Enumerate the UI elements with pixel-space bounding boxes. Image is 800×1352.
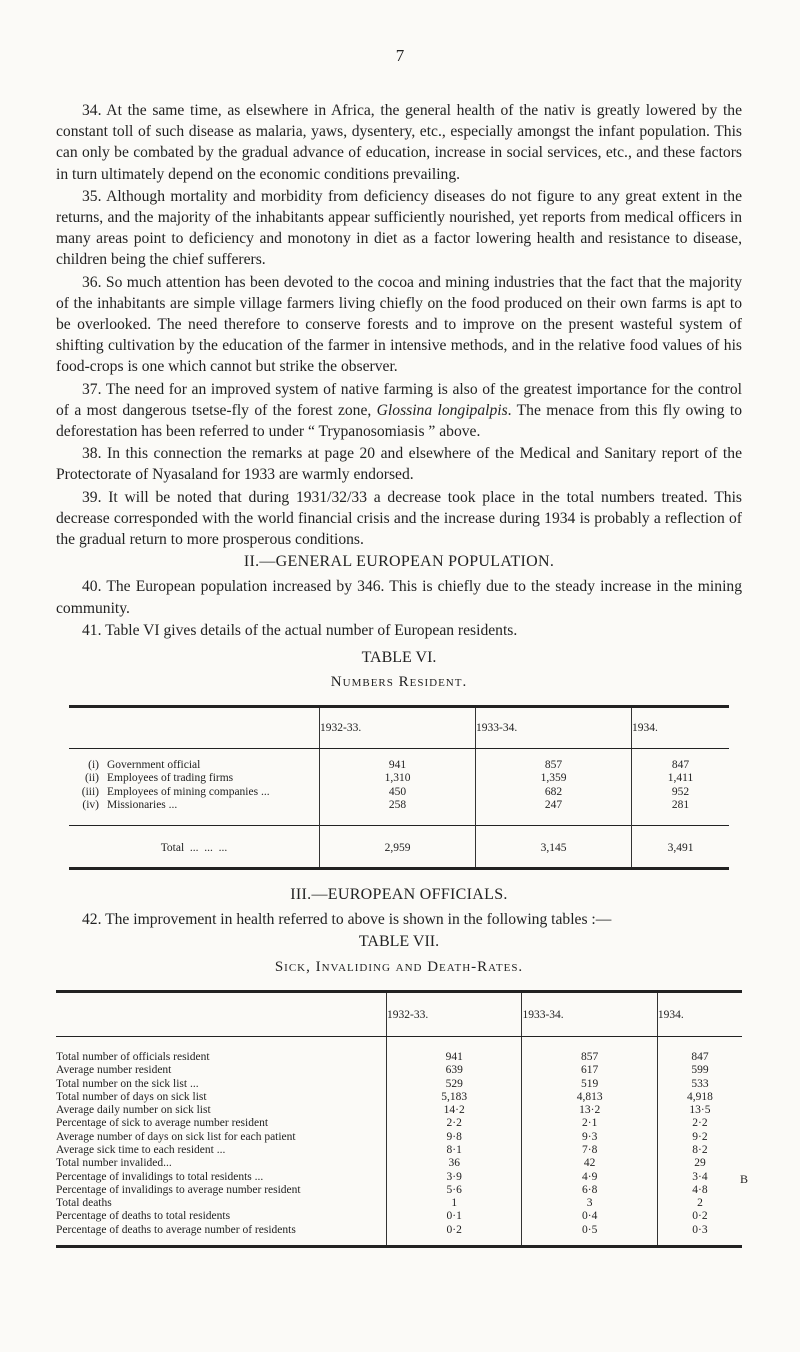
paragraph-38: 38. In this connection the remarks at page 20 and elsewhere of the Medical and Sanitary report of the Protectorate of Nyasaland for 1933 are warmly endorsed. — [56, 445, 742, 484]
document-body — [56, 100, 742, 1248]
table-vii-col-1933: 857 617 519 4,813 13·2 2·1 9·3 7·8 42 4·9 6·8 3 0·4 0·5 — [522, 1036, 657, 1246]
table-row: Total number of days on sick list — [56, 1090, 207, 1103]
table-vii-col-header: 1932-33. — [387, 991, 522, 1036]
paragraph-41: 41. Table VI gives details of the actual number of European residents. — [82, 621, 518, 639]
table-vi-blank-header — [69, 707, 320, 748]
table-vi-caption: TABLE VI. — [361, 649, 437, 667]
table-vi-col-header: 1934. — [632, 707, 729, 748]
section-heading-ii: II.—GENERAL EUROPEAN POPULATION. — [243, 553, 555, 571]
table-vi-col-1932: 941 1,310 450 258 — [320, 748, 476, 825]
table-vi-col-header: 1932-33. — [320, 707, 476, 748]
table-row: Percentage of sick to average number resident — [56, 1117, 269, 1130]
paragraph-35: 35. Although mortality and morbidity from deficiency diseases do not figure to any great extent in the returns, and the majority of the inhabitants appear sufficiently nourished, yet reports from medical officers in many areas point to deficiency and monotony in diet as a factor lowering health and resistance to disease, children being the chief sufferers. — [56, 187, 742, 269]
table-row: (ii) Employees of trading firms — [84, 772, 234, 785]
table-row: Percentage of deaths to total residents — [56, 1210, 231, 1223]
paragraph-39: 39. It will be noted that during 1931/32/33 a decrease took place in the total numbers treated. This decrease corresponded with the world financial crisis and the increase during 1934 is probably a reflection of the gradual return to more prosperous conditions. — [56, 488, 742, 549]
table-vi-row-labels — [69, 748, 320, 825]
table-vii-col-header: 1934. — [657, 991, 742, 1036]
table-vi-col-1933: 857 1,359 682 247 — [476, 748, 632, 825]
table-vi-total-value: 3,145 — [476, 825, 632, 868]
paragraph-36: 36. So much attention has been devoted to the cocoa and mining industries that the fact that the majority of the inhabitants are simple village farmers living chiefly on the food produced on their own farms is apt to be overlooked. The need therefore to conserve forests and to improve on the present wasteful system of shifting cultivation by the education of the farmer in intensive methods, and in the relative food values of his food-crops is one which cannot but strike the observer. — [56, 273, 742, 376]
paragraph-40: 40. The European population increased by 346. This is chiefly due to the steady increase in the mining community. — [56, 578, 742, 617]
table-row: (iv) Missionaries ... — [82, 799, 178, 812]
table-row: Average daily number on sick list — [56, 1104, 211, 1117]
table-vii-row-labels — [56, 1036, 387, 1246]
table-row: (i) Government official — [88, 758, 201, 771]
table-row: Percentage of invalidings to average number resident — [56, 1183, 301, 1196]
table-row: Total deaths — [56, 1197, 112, 1210]
table-vi-col-header: 1933-34. — [476, 707, 632, 748]
table-vi-total-value: 3,491 — [632, 825, 729, 868]
table-row: Average number of days on sick list for each patient — [56, 1130, 296, 1143]
section-heading-iii: III.—EUROPEAN OFFICIALS. — [290, 885, 508, 903]
paragraph-34: 34. At the same time, as elsewhere in Africa, the general health of the nativ is greatly lowered by the constant toll of such disease as malaria, yaws, dysentery, etc., especially amongst the infant population. This can only be combated by the gradual advance of education, increase in social services, etc., and these factors in turn ultimately depend on the economic conditions prevailing. — [56, 102, 742, 183]
table-vii-col-1932: 941 639 529 5,183 14·2 2·2 9·8 8·1 36 3·9 5·6 1 0·1 0·2 — [387, 1036, 522, 1246]
paragraph-37: 37. The need for an improved system of native farming is also of the greatest importance for the control of a most dangerous tsetse-fly of the forest zone, Glossina longipalpis. The menace from this fly owing to deforestation has been referred to under “ Trypanosomiasis ” above. — [56, 380, 742, 441]
table-row: Percentage of deaths to average number of residents — [56, 1223, 296, 1236]
paragraph-42: 42. The improvement in health referred to above is shown in the following tables :— — [82, 911, 612, 929]
species-name: Glossina longipalpis — [376, 401, 508, 419]
table-vii-col-1934: 847 599 533 4,918 13·5 2·2 9·2 8·2 29 3·4 4·8 2 0·2 0·3 — [687, 1050, 713, 1236]
table-vii-blank-header — [56, 991, 387, 1036]
table-row: Total number invalided... — [56, 1157, 172, 1170]
page-number: 7 — [395, 46, 405, 65]
table-row: Total number of officials resident — [56, 1050, 210, 1063]
table-row: Total number on the sick list ... — [56, 1077, 199, 1090]
signature-mark: B — [739, 1172, 748, 1186]
table-row: Average number resident — [56, 1064, 172, 1077]
table-vii-subcaption: Sick, Invaliding and Death-Rates. — [274, 958, 524, 975]
table-row: Percentage of invalidings to total residents ... — [56, 1170, 264, 1183]
table-vii — [56, 990, 742, 1248]
table-vi-total-value: 2,959 — [320, 825, 476, 868]
table-vi — [69, 705, 729, 869]
table-vi-total-label: Total ... ... ... — [69, 825, 320, 868]
table-row: (iii) Employees of mining companies ... — [81, 785, 270, 798]
table-row: Average sick time to each resident ... — [56, 1143, 226, 1156]
table-vii-col-header: 1933-34. — [522, 991, 657, 1036]
table-vi-subcaption: Numbers Resident. — [330, 674, 468, 691]
table-vi-col-1934: 847 1,411 952 281 — [667, 758, 694, 812]
table-vii-caption: TABLE VII. — [358, 933, 440, 951]
